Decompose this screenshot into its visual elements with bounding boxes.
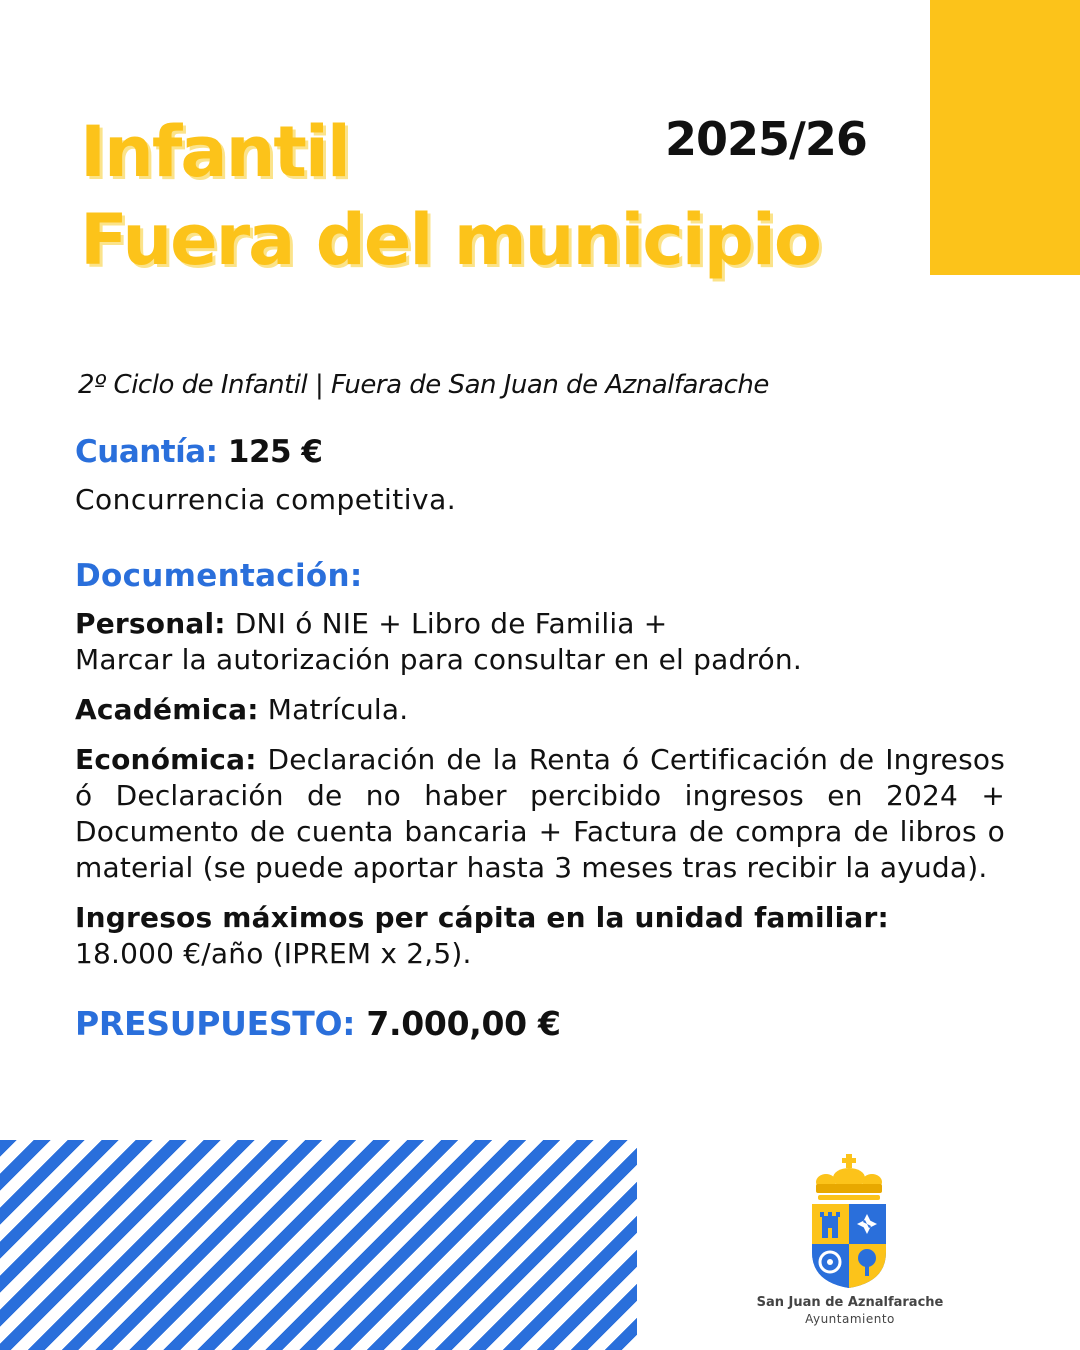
yellow-corner-block: [930, 0, 1080, 275]
academica-label: Académica:: [75, 693, 259, 726]
documentacion-title: Documentación:: [75, 558, 363, 594]
ingresos-label: Ingresos máximos per cápita en la unidad familiar:: [75, 901, 889, 934]
title-line-1: Infantil: [80, 111, 349, 193]
presupuesto-line: [75, 1002, 1005, 1046]
economica-text: Declaración de la Renta ó Certificación de Ingresos ó Declaración de no haber percibido ingresos en 2024 + Documento de cuenta bancaria + Factura de compra de libros o material (se puede aportar hasta 3 meses tras recibir la ayuda).: [75, 743, 1005, 884]
municipal-logo: [750, 1152, 950, 1332]
personal-line-1: DNI ó NIE + Libro de Familia +: [234, 607, 668, 640]
personal-label: Personal:: [75, 607, 226, 640]
academica-text: Matrícula.: [267, 693, 409, 726]
cuantia-label: Cuantía:: [75, 434, 218, 470]
presupuesto-value: 7.000,00 €: [366, 1004, 561, 1043]
concurrencia-text: Concurrencia competitiva.: [75, 483, 457, 516]
economica-label: Económica:: [75, 743, 257, 776]
subtitle: 2º Ciclo de Infantil | Fuera de San Juan de Aznalfarache: [78, 370, 769, 400]
title-line-2: Fuera del municipio: [80, 199, 820, 281]
coat-of-arms-icon: [806, 1152, 892, 1292]
ingresos-value: 18.000 €/año (IPREM x 2,5).: [75, 937, 472, 970]
main-content: [75, 430, 1005, 1046]
school-year: 2025/26: [665, 112, 867, 166]
presupuesto-label: PRESUPUESTO:: [75, 1004, 356, 1043]
academica-docs: [75, 692, 1005, 728]
personal-line-2: Marcar la autorización para consultar en el padrón.: [75, 643, 802, 676]
logo-name: San Juan de Aznalfarache: [756, 1295, 944, 1310]
ingresos-maximos: [75, 900, 1005, 972]
diagonal-stripes-decoration: [0, 1140, 637, 1350]
economica-docs: [75, 742, 1005, 886]
personal-docs: [75, 606, 1005, 678]
cuantia-value: 125 €: [227, 434, 323, 470]
cuantia-line: [75, 430, 1005, 474]
logo-subtitle: Ayuntamiento: [805, 1312, 895, 1326]
